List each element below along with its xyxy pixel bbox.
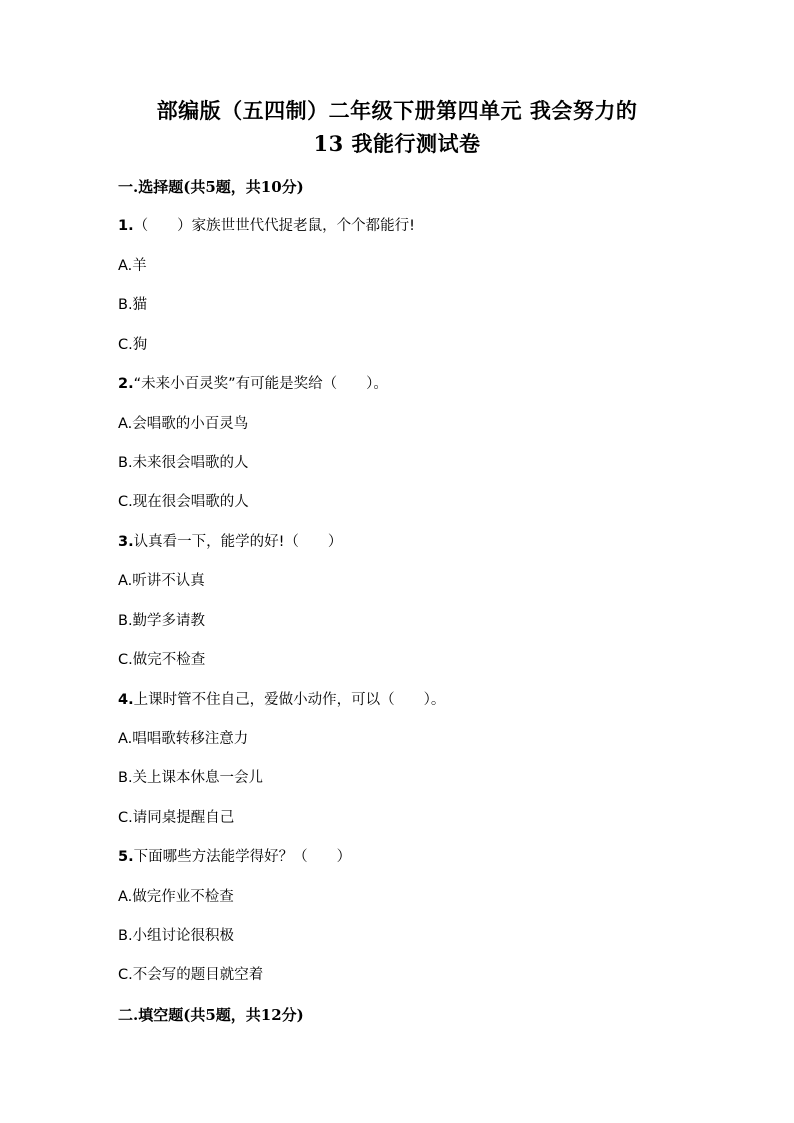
question-5-option-c: C.不会写的题目就空着 xyxy=(118,967,264,983)
question-number: 4. xyxy=(118,692,134,708)
question-5 xyxy=(118,847,351,867)
section-heading-choice: 一.选择题(共5题，共10分) xyxy=(118,178,304,196)
question-stem: （ ）家族世世代代捉老鼠，个个都能行! xyxy=(133,218,415,234)
question-2-option-b: B.未来很会唱歌的人 xyxy=(118,455,249,471)
question-3-option-a: A.听讲不认真 xyxy=(118,573,205,589)
question-1-option-a: A.羊 xyxy=(118,258,147,274)
page-title-line-1: 部编版（五四制）二年级下册第四单元 我会努力的 xyxy=(156,98,638,123)
question-number: 2. xyxy=(118,376,134,392)
section-heading-fill-blank: 二.填空题(共5题，共12分) xyxy=(118,1006,304,1024)
question-3 xyxy=(118,532,342,552)
question-3-option-b: B.勤学多请教 xyxy=(118,613,206,629)
question-3-option-c: C.做完不检查 xyxy=(118,652,206,668)
question-stem: 上课时管不住自己，爱做小动作，可以（ ）。 xyxy=(133,692,446,708)
question-5-option-a: A.做完作业不检查 xyxy=(118,889,234,905)
question-2-option-a: A.会唱歌的小百灵鸟 xyxy=(118,416,249,432)
question-stem: 认真看一下，能学的好!（ ） xyxy=(133,534,343,550)
question-4-option-a: A.唱唱歌转移注意力 xyxy=(118,731,249,747)
question-4-option-b: B.关上课本休息一会儿 xyxy=(118,770,264,786)
question-1-option-c: C.狗 xyxy=(118,337,148,353)
question-number: 5. xyxy=(118,849,134,865)
question-stem: “未来小百灵奖”有可能是奖给（ ）。 xyxy=(133,376,388,392)
question-stem: 下面哪些方法能学得好？（ ） xyxy=(133,849,352,865)
question-1-option-b: B.猫 xyxy=(118,297,148,313)
question-number: 3. xyxy=(118,534,134,550)
question-2 xyxy=(118,374,388,394)
question-4 xyxy=(118,690,445,710)
question-2-option-c: C.现在很会唱歌的人 xyxy=(118,494,249,510)
question-1 xyxy=(118,216,415,236)
question-4-option-c: C.请同桌提醒自己 xyxy=(118,810,235,826)
page-title-line-2: 13 我能行测试卷 xyxy=(313,131,481,156)
question-5-option-b: B.小组讨论很积极 xyxy=(118,928,235,944)
question-number: 1. xyxy=(118,218,134,234)
